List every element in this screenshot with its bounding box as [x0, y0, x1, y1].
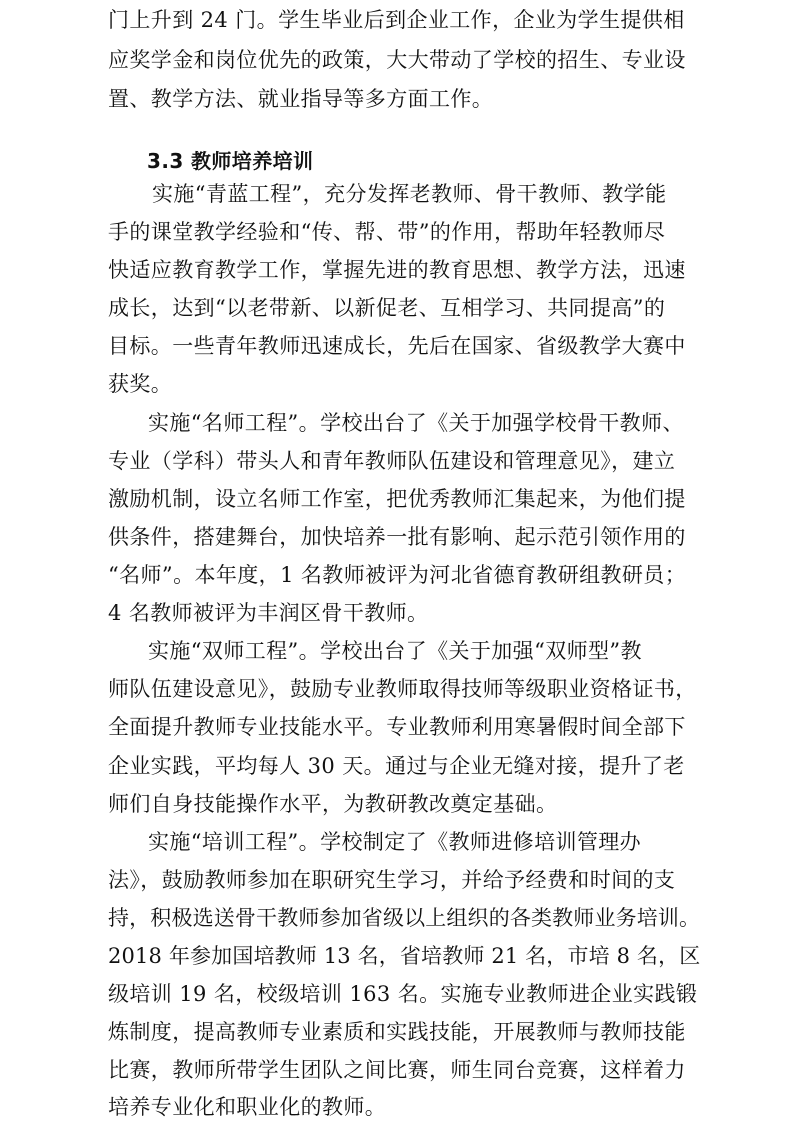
text-line: 全面提升教师专业技能水平。专业教师利用寒暑假时间全部下 [108, 715, 686, 739]
text-line: 实施“名师工程”。学校出台了《关于加强学校骨干教师、 [148, 411, 684, 435]
text-line: 企业实践，平均每人 30 天。通过与企业无缝对接，提升了老 [108, 754, 685, 778]
text-line: 实施“双师工程”。学校出台了《关于加强“双师型”教 [148, 639, 642, 663]
text-line: 目标。一些青年教师迅速成长，先后在国家、省级教学大赛中 [108, 334, 686, 358]
text-line: 炼制度，提高教师专业素质和实践技能，开展教师与教师技能 [108, 1020, 686, 1044]
text-line: 实施“培训工程”。学校制定了《教师进修培训管理办 [148, 830, 642, 854]
text-line: 4 名教师被评为丰润区骨干教师。 [108, 601, 429, 625]
text-line: 获奖。 [108, 372, 173, 396]
text-line: 手的课堂教学经验和“传、帮、带”的作用，帮助年轻教师尽 [108, 220, 666, 244]
section-heading: 3.3 教师培养培训 [147, 149, 314, 173]
text-line: 法》，鼓励教师参加在职研究生学习，并给予经费和时间的支 [108, 868, 676, 892]
text-line: 持，积极选送骨干教师参加省级以上组织的各类教师业务培训。 [108, 906, 701, 930]
text-line: 比赛，教师所带学生团队之间比赛，师生同台竞赛，这样着力 [108, 1058, 686, 1082]
text-line: 培养专业化和职业化的教师。 [108, 1095, 387, 1119]
text-line: 供条件，搭建舞台，加快培养一批有影响、起示范引领作用的 [108, 525, 686, 549]
text-line: 专业（学科）带头人和青年教师队伍建设和管理意见》，建立 [108, 449, 676, 473]
text-line: “名师”。本年度，1 名教师被评为河北省德育教研组教研员； [108, 563, 687, 587]
text-line: 师们自身技能操作水平，为教研教改奠定基础。 [108, 792, 558, 816]
text-line: 应奖学金和岗位优先的政策，大大带动了学校的招生、专业设 [108, 48, 686, 72]
text-line: 师队伍建设意见》，鼓励专业教师取得技师等级职业资格证书， [108, 677, 697, 701]
text-line: 门上升到 24 门。学生毕业后到企业工作，企业为学生提供相 [108, 8, 685, 32]
text-line: 快适应教育教学工作，掌握先进的教育思想、教学方法，迅速 [108, 258, 686, 282]
text-line: 置、教学方法、就业指导等多方面工作。 [108, 87, 494, 111]
text-line: 成长，达到“以老带新、以新促老、互相学习、共同提高”的 [108, 296, 666, 320]
text-line: 激励机制，设立名师工作室，把优秀教师汇集起来，为他们提 [108, 487, 686, 511]
text-line: 2018 年参加国培教师 13 名，省培教师 21 名，市培 8 名，区 [108, 944, 701, 968]
text-line: 级培训 19 名，校级培训 163 名。实施专业教师进企业实践锻 [108, 982, 698, 1006]
text-line: 实施“青蓝工程”，充分发挥老教师、骨干教师、教学能 [152, 182, 667, 206]
